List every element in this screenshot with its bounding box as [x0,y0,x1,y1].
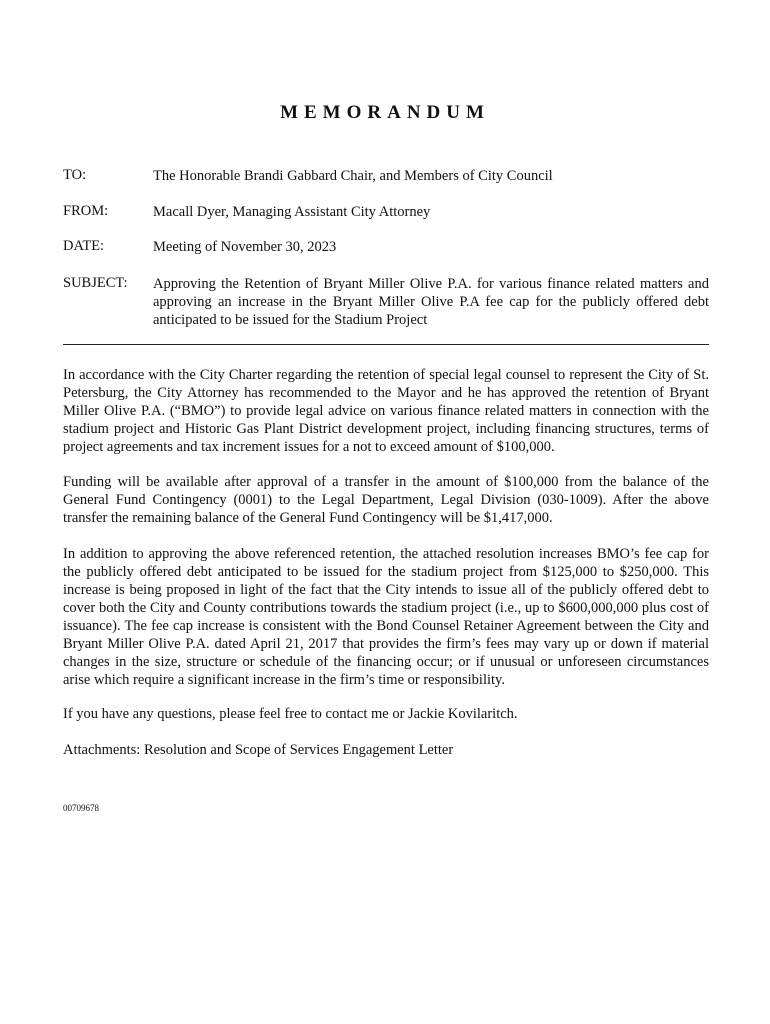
subject-label: SUBJECT: [63,275,128,291]
from-value: Macall Dyer, Managing Assistant City Attorney [153,204,431,220]
paragraph-retention: In accordance with the City Charter regarding the retention of special legal counsel to represent the City of St. Petersburg, the City Attorney has recommended to the Mayor and he has approved the retention of Bryant Miller Olive P.A. (“BMO”) to provide legal advice on various finance related matters in connection with the stadium project and Historic Gas Plant District development project, including financing structures, terms of project agreements and tax increment issues for a not to exceed amount of $100,000. [63,367,709,455]
paragraph-funding: Funding will be available after approval of a transfer in the amount of $100,000 from the balance of the General Fund Contingency (0001) to the Legal Department, Legal Division (030-1009). After the above transfer the remaining balance of the General Fund Contingency will be $1,417,000. [63,474,709,526]
attachments-line: Attachments: Resolution and Scope of Services Engagement Letter [63,742,454,758]
paragraph-fee-cap: In addition to approving the above referenced retention, the attached resolution increases BMO’s fee cap for the publicly offered debt anticipated to be issued for the stadium project from $125,000 to $250,000. This increase is being proposed in light of the fact that the City intends to issue all of the publicly offered debt to cover both the City and County contributions towards the stadium project (i.e., up to $600,000,000 plus cost of issuance). The fee cap increase is consistent with the Bond Counsel Retainer Agreement between the City and Bryant Miller Olive P.A. dated April 21, 2017 that provides the firm’s fees may vary up or down if material changes in the size, structure or schedule of the financing occur; or if unusual or unforeseen circumstances arise which require a significant increase in the firm’s time or responsibility. [63,546,709,688]
paragraph-questions: If you have any questions, please feel free to contact me or Jackie Kovilaritch. [63,706,518,722]
date-label: DATE: [63,238,105,254]
from-label: FROM: [63,203,109,219]
subject-value: Approving the Retention of Bryant Miller Olive P.A. for various finance related matters and approving an increase in the Bryant Miller Olive P.A fee cap for the publicly offered debt anticipated to be issued for the Stadium Project [153,276,709,328]
to-value: The Honorable Brandi Gabbard Chair, and Members of City Council [153,168,553,184]
memo-title: MEMORANDUM [280,102,490,123]
date-value: Meeting of November 30, 2023 [153,239,337,255]
document-number: 00709678 [63,803,99,813]
header-divider [63,344,709,345]
to-label: TO: [63,167,87,183]
